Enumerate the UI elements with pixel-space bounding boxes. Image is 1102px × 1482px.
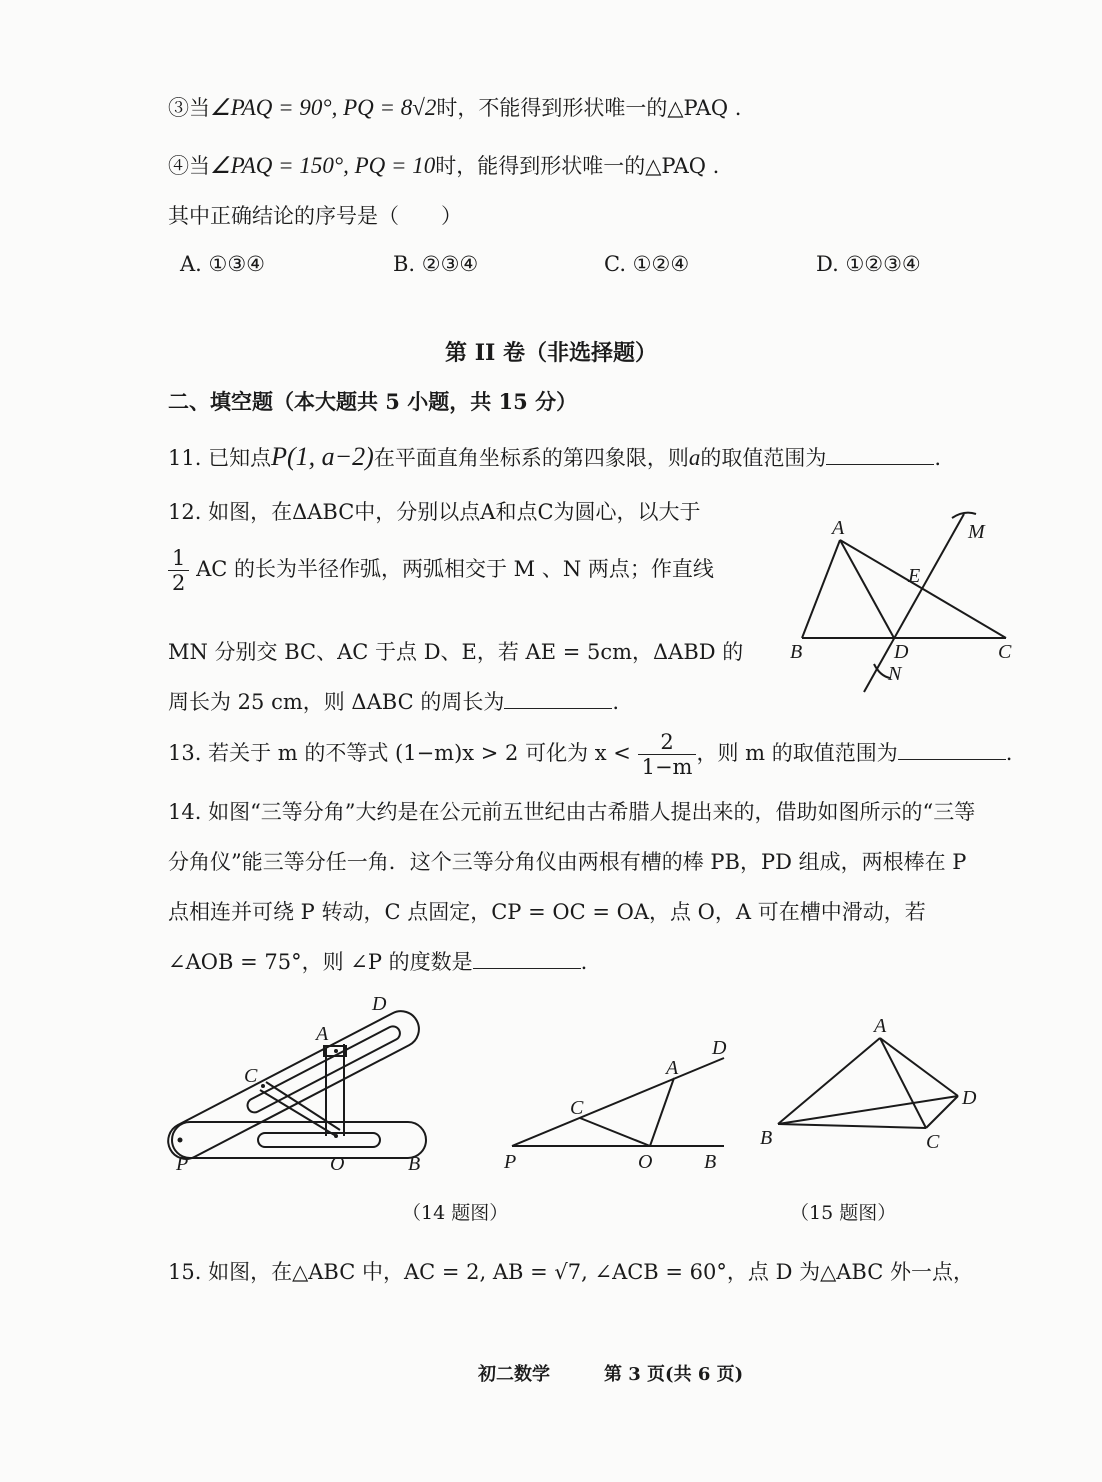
q10-option-d: D. ①②③④ [816,252,921,276]
q13: 13. 若关于 m 的不等式 (1−m)x > 2 可化为 x < $\frac{2}{1-m}$ ，则 m 的取值范围为 . [168,730,1013,779]
q14-geo-label-o: O [638,1151,653,1173]
q14-geo-label-d: D [712,1037,727,1059]
q11-answer-blank [826,446,934,465]
q15-label-c: C [926,1131,940,1153]
q10-option-c: C. ①②④ [604,252,690,276]
q14-inst-label-a: A [316,1023,329,1045]
q11: 11. 已知点P(1, a−2)在平面直角坐标系的第四象限，则a的取值范围为 . [168,442,942,471]
section-heading: 二、填空题（本大题共 5 小题，共 15 分） [168,389,578,414]
q14-geo-label-b: B [704,1151,717,1173]
q14-line-2: 分角仪”能三等分任一角．这个三等分角仪由两根有槽的棒 PB，PD 组成，两根棒在 P [168,850,967,874]
q12-figure [780,500,1040,700]
q14-slot-pb [258,1133,380,1147]
q12-line-mn [864,514,964,692]
q14-rod-pd [166,1005,425,1165]
q15-label-d: D [962,1087,977,1109]
q12-segment-ad [840,540,894,638]
q10-item-4-math: ∠PAQ = 150°, PQ = 10 [210,153,436,178]
q14-geo-label-p: P [504,1151,517,1173]
q14-geo-label-c: C [570,1097,584,1119]
q14-inst-label-b: B [408,1153,421,1175]
q14-line-4: ∠AOB = 75°，则 ∠P 的度数是 . [168,950,588,974]
q12-line-4: 周长为 25 cm，则 ΔABC 的周长为 . [168,690,620,714]
q12-label-d: D [894,641,909,663]
q12-line-3: MN 分别交 BC、AC 于点 D、E，若 AE = 5cm，ΔABD 的 [168,640,744,664]
q15-segment-ac [880,1038,926,1128]
q10-item-3: ③当∠PAQ = 90°, PQ = 8√2时，不能得到形状唯一的△PAQ . [168,95,742,120]
footer-subject: 初二数学 [478,1364,550,1385]
q12-label-n: N [888,663,902,685]
q14-figure-caption: （14 题图） [402,1202,509,1224]
q14-rod-pb [172,1122,426,1158]
q14-geo-label-a: A [666,1057,679,1079]
q12-answer-blank [504,690,612,709]
q14-pivot-p [178,1138,183,1143]
q12-label-a: A [832,517,845,539]
q12-label-b: B [790,641,803,663]
q12-label-e: E [908,565,921,587]
section-title: 第 II 卷（非选择题） [445,340,657,366]
q14-geometry-figure [496,1030,746,1180]
q15-label-a: A [874,1015,887,1037]
q10-item-4: ④当∠PAQ = 150°, PQ = 10时，能得到形状唯一的△PAQ . [168,153,720,178]
q14-link-co [260,1090,336,1136]
q13-fraction: $\frac{2}{1-m}$ [638,730,697,779]
footer-page-number: 第 3 页(共 6 页) [604,1364,744,1385]
q13-answer-blank [898,741,1006,760]
q15-line-1: 15. 如图，在△ABC 中，AC = 2, AB = √7, ∠ACB = 60°，点 D 为△ABC 外一点， [168,1260,974,1284]
q14-segment-co [580,1118,650,1146]
q15-figure [754,1010,984,1160]
q14-line-3: 点相连并可绕 P 转动，C 点固定，CP = OC = OA，点 O，A 可在槽中滑动，若 [168,900,926,924]
q14-inst-label-p: P [176,1153,189,1175]
q12-line-1: 12. 如图，在ΔABC中，分别以点A和点C为圆心，以大于 [168,500,701,524]
q10-question: 其中正确结论的序号是（ ） [168,204,462,228]
q12-segment-ab [802,540,840,638]
q14-line-1: 14. 如图“三等分角”大约是在公元前五世纪由古希腊人提出来的，借助如图所示的“三等 [168,800,976,824]
q14-inst-label-c: C [244,1065,258,1087]
q15-segment-ad [880,1038,958,1096]
q10-item-3-math: ∠PAQ = 90°, PQ = 8√2 [210,95,437,120]
q12-fraction: $\frac{1}{2}$ [168,546,189,595]
q14-inst-label-o: O [330,1153,345,1175]
q15-segment-bc [778,1124,926,1128]
q10-option-a: A. ①③④ [180,252,265,276]
q14-instrument-figure [166,990,436,1180]
q12-label-m: M [968,521,985,543]
q11-point: P(1, a−2) [271,442,374,471]
q14-inst-label-d: D [372,993,387,1015]
q10-option-b: B. ②③④ [393,252,479,276]
q14-answer-blank [473,950,581,969]
q12-label-c: C [998,641,1012,663]
q12-line-2: $\frac{1}{2}$ AC 的长为半径作弧，两弧相交于 M 、N 两点；作直线 [168,546,714,595]
q15-label-b: B [760,1127,773,1149]
q15-figure-caption: （15 题图） [790,1202,897,1224]
